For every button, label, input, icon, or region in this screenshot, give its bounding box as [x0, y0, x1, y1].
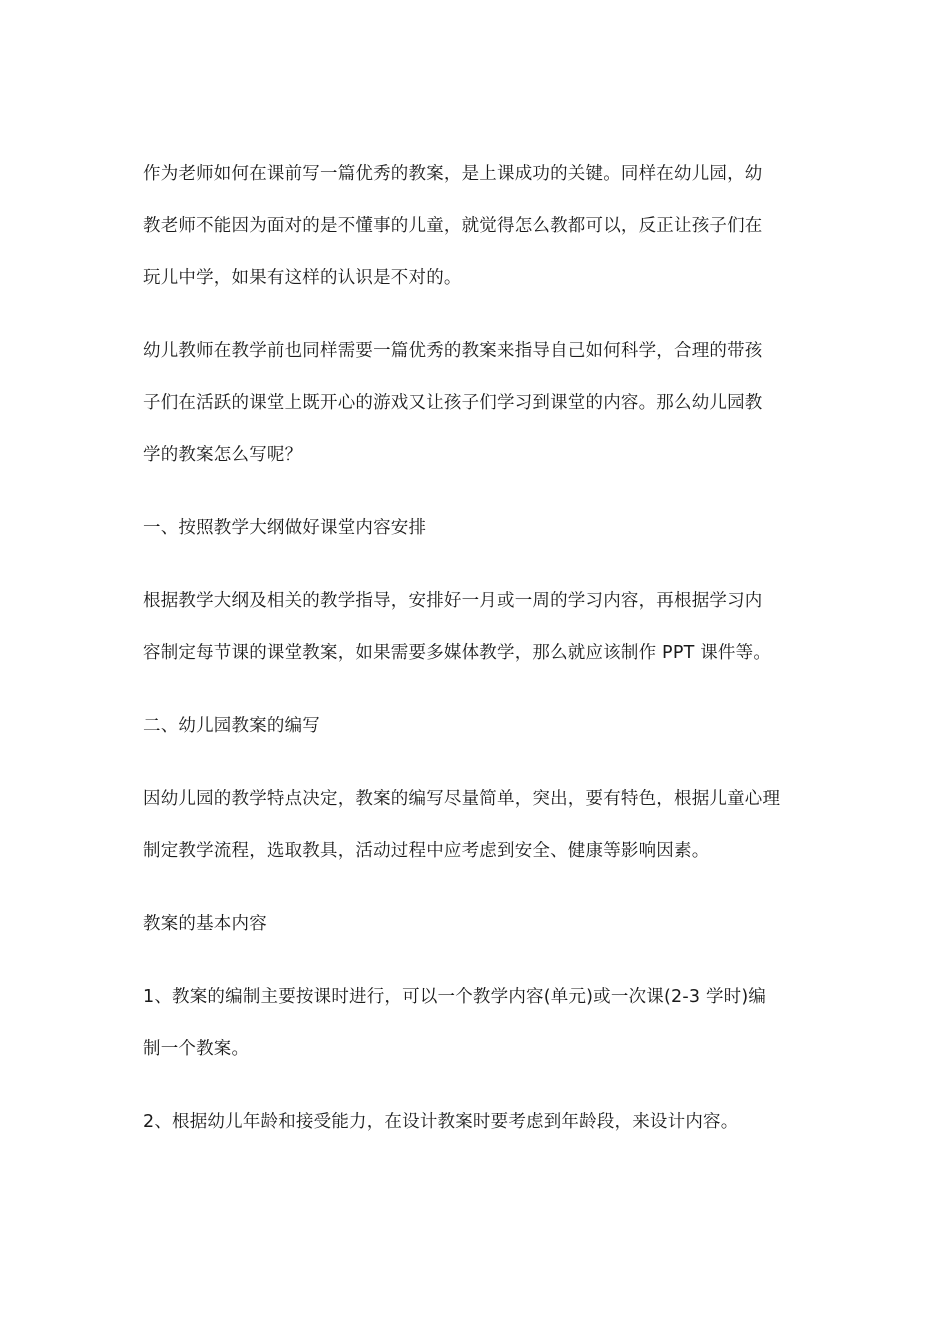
paragraph-question	[143, 325, 811, 481]
paragraph-line: 因幼儿园的教学特点决定，教案的编写尽量简单，突出，要有特色，根据儿童心理	[143, 789, 781, 809]
paragraph-spacer	[143, 679, 811, 700]
paragraph-section-1	[143, 575, 811, 679]
document-body	[143, 148, 811, 1148]
list-item-1	[143, 971, 811, 1075]
paragraph-spacer	[143, 877, 811, 898]
section-heading-1	[143, 502, 811, 554]
section-heading-2	[143, 700, 811, 752]
list-item-2	[143, 1096, 811, 1148]
paragraph-intro	[143, 148, 811, 304]
paragraph-line: 教老师不能因为面对的是不懂事的儿童，就觉得怎么教都可以，反正让孩子们在	[143, 216, 763, 236]
heading-line: 教案的基本内容	[143, 914, 267, 934]
paragraph-line: 容制定每节课的课堂教案，如果需要多媒体教学，那么就应该制作 PPT 课件等。	[143, 643, 772, 663]
paragraph-line: 作为老师如何在课前写一篇优秀的教案，是上课成功的关键。同样在幼儿园，幼	[143, 164, 763, 184]
paragraph-line: 玩儿中学，如果有这样的认识是不对的。	[143, 268, 462, 288]
paragraph-line: 制定教学流程，选取教具，活动过程中应考虑到安全、健康等影响因素。	[143, 841, 710, 861]
paragraph-spacer	[143, 1075, 811, 1096]
paragraph-spacer	[143, 554, 811, 575]
paragraph-line: 子们在活跃的课堂上既开心的游戏又让孩子们学习到课堂的内容。那么幼儿园教	[143, 393, 763, 413]
paragraph-line: 2、根据幼儿年龄和接受能力，在设计教案时要考虑到年龄段，来设计内容。	[143, 1112, 739, 1132]
paragraph-section-2	[143, 773, 811, 877]
heading-line: 二、幼儿园教案的编写	[143, 716, 320, 736]
paragraph-line: 制一个教案。	[143, 1039, 250, 1059]
heading-line: 一、按照教学大纲做好课堂内容安排	[143, 518, 427, 538]
paragraph-line: 1、教案的编制主要按课时进行，可以一个教学内容(单元)或一次课(2-3 学时)编	[143, 987, 767, 1007]
paragraph-spacer	[143, 304, 811, 325]
paragraph-spacer	[143, 752, 811, 773]
paragraph-spacer	[143, 481, 811, 502]
paragraph-line: 幼儿教师在教学前也同样需要一篇优秀的教案来指导自己如何科学，合理的带孩	[143, 341, 763, 361]
paragraph-line: 学的教案怎么写呢？	[143, 445, 303, 465]
paragraph-line: 根据教学大纲及相关的教学指导，安排好一月或一周的学习内容，再根据学习内	[143, 591, 763, 611]
paragraph-spacer	[143, 950, 811, 971]
subheading-basic-content	[143, 898, 811, 950]
